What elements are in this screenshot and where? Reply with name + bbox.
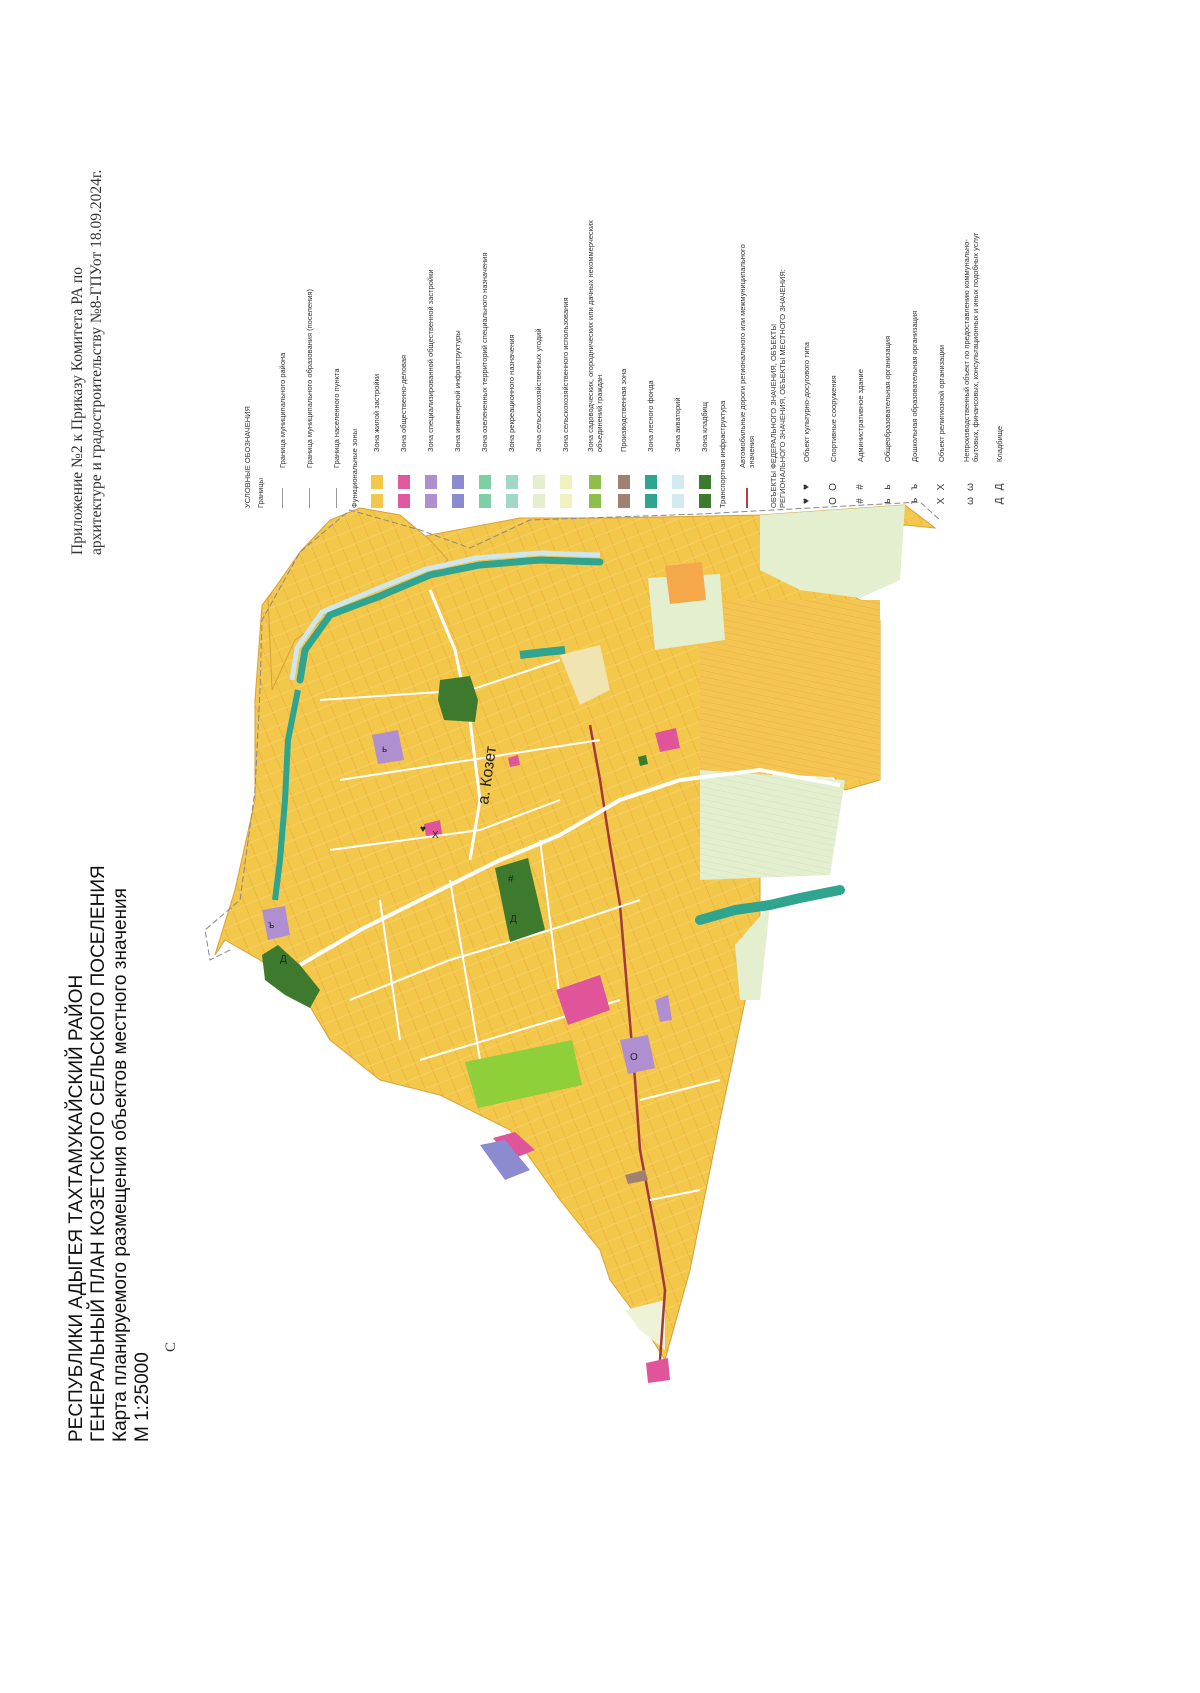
legend-zone-row [691,202,718,508]
legend-zone-label: Зона сельскохозяйственного использования [560,297,570,452]
legend-object-row [847,202,874,508]
legend-zone-label: Зона кладбищ [699,401,709,452]
religious-icon-planned: X [935,483,947,491]
poi-admin-icon: # [508,874,514,885]
legend-border-row [296,202,323,508]
legend-zone-label: Зона рекреационного назначения [506,334,516,452]
legend-object-label: Дошкольная образовательная организация [909,310,919,462]
zone-swatch-planned [371,475,383,489]
north-marker: С [163,1341,179,1352]
title-line-2: ГЕНЕРАЛЬНЫЙ ПЛАН КОЗЕТСКОГО СЕЛЬСКОГО ПОСЕЛЕНИЯ [88,865,109,1442]
forest-strip-sw [520,650,565,655]
zone-swatch-planned [425,475,437,489]
zone-swatch [618,494,630,508]
legend-object-row [986,202,1013,508]
zone-swatch [371,494,383,508]
legend-zone-row [552,202,579,508]
title-line-4: М 1:25000 [132,1352,153,1442]
legend-zone-label: Зона сельскохозяйственных угодий [533,328,543,452]
services-icon: ω [964,497,976,505]
zone-swatch-planned [479,475,491,489]
legend-zone-label: Зона садоводческих, огороднических или дачных некоммерческих объединений граждан [585,220,604,452]
legend-zone-row [498,202,525,508]
zone-swatch [645,494,657,508]
legend-zone-row [444,202,471,508]
culture-icon-planned: ♥ [800,484,812,490]
legend-object-row [901,202,928,508]
zone-swatch [672,494,684,508]
legend-border-row [269,202,296,508]
title-line-3: Карта планируемого размещения объектов местного значения [110,888,131,1442]
culture-icon: ♥ [800,498,812,504]
poi-cemetery-icon-2: Д [280,954,287,965]
legend-zone-row [417,202,444,508]
border-line-swatch [282,488,283,508]
legend-object-row [874,202,901,508]
order-line-2: архитектуре и градостроительству №8-ГПУот 18.09.2024г. [88,169,105,555]
zone-swatch [425,494,437,508]
legend-heading: УСЛОВНЫЕ ОБОЗНАЧЕНИЯ [243,406,252,508]
legend-zone-label: Зона озелененных территорий специального назначения [479,252,489,452]
legend-object-label: Объект культурно-досугового типа [801,342,811,462]
school-icon-planned: ь [881,484,893,490]
poi-religious-icon: X [432,830,439,841]
legend-zone-row [610,202,637,508]
zone-business-north [665,562,706,604]
zone-swatch-planned [618,475,630,489]
poi-school-icon: ь [382,744,388,755]
religious-icon: X [935,497,947,505]
legend-object-row [955,202,986,508]
zone-swatch-planned [506,475,518,489]
legend-zones-heading: Функциональные зоны [350,429,359,508]
settlement-label: а. Козет [475,745,501,806]
legend-zone-label: Зона специализированной общественной застройки [425,269,435,452]
legend-object-label: Общеобразовательная организация [882,335,892,462]
zone-swatch-planned [452,475,464,489]
border-line-swatch [309,488,310,508]
legend-border-label: Граница населенного пункта [331,368,341,468]
legend-object-row [820,202,847,508]
legend-border-label: Граница муниципального образования (поселения) [304,289,314,468]
legend-zone-label: Зона общественно-деловая [398,354,408,452]
zone-swatch [699,494,711,508]
legend-transport-row [731,202,762,508]
legend-zone-label: Зона жилой застройки [371,373,381,452]
zone-swatch-planned [672,475,684,489]
zone-fields-east [700,600,880,780]
legend-zone-row [471,202,498,508]
sport-icon-planned: O [827,483,839,491]
legend-object-label: Непроизводственный объект по предоставлению коммунально-бытовых, финансовых, консультационных и иных подобных услуг [961,232,980,462]
legend-zone-label: Зона инженерной инфраструктуры [452,330,462,452]
zone-swatch [589,494,601,508]
legend [243,202,1013,508]
zone-swatch-planned [533,475,545,489]
poi-kindergarten-icon: ъ [268,920,275,931]
zone-swatch-planned [645,475,657,489]
legend-object-label: Объект религиозной организации [936,344,946,462]
order-header [68,170,106,555]
legend-zone-label: Производственная зона [618,368,628,452]
cemetery-icon-planned: Д [993,483,1005,491]
legend-zone-row [579,202,610,508]
services-icon-planned: ω [964,483,976,491]
sport-icon: O [827,497,839,505]
legend-zone-label: Зона лесного фонда [645,380,655,452]
legend-zone-row [637,202,664,508]
legend-transport-label: Автомобильные дороги регионального или межмуниципального значения [737,244,756,468]
legend-zone-row [390,202,417,508]
poi-culture-icon: ♥ [420,824,426,835]
poi-sport-icon: O [630,1052,638,1063]
cemetery-icon: Д [993,497,1005,505]
poi-cemetery-icon-1: Д [510,914,517,925]
legend-objects-heading-row [762,202,793,508]
zone-swatch [533,494,545,508]
legend-object-label: Административное здание [855,369,865,462]
school-icon: ь [881,498,893,504]
legend-transport-heading: Транспортная инфраструктура [718,400,727,508]
zone-swatch-planned [560,475,572,489]
legend-object-label: Кладбище [994,425,1004,462]
legend-zone-row [363,202,390,508]
zone-agricultural-east [700,770,845,880]
zone-swatch-planned [699,475,711,489]
zone-business-4 [646,1358,670,1383]
zone-swatch [479,494,491,508]
kindergarten-icon-planned: ъ [908,483,920,491]
legend-zone-row [664,202,691,508]
zone-swatch-planned [398,475,410,489]
legend-objects-heading: ОБЪЕКТЫ ФЕДЕРАЛЬНОГО ЗНАЧЕНИЯ, ОБЪЕКТЫ РЕГИОНАЛЬНОГО ЗНАЧЕНИЯ, ОБЪЕКТЫ МЕСТНОГО ЗНАЧЕНИЯ: [768,269,787,508]
zone-swatch [398,494,410,508]
legend-border-row [323,202,350,508]
road-line-swatch [746,488,748,508]
zone-swatch [506,494,518,508]
zone-swatch [560,494,572,508]
legend-object-row [928,202,955,508]
legend-object-label: Спортивные сооружения [828,375,838,462]
admin-icon: # [854,498,866,504]
kindergarten-icon: ъ [908,497,920,505]
zone-cemetery-north [438,676,478,722]
legend-object-row [793,202,820,508]
legend-zone-label: Зона акваторий [672,397,682,452]
title-line-1: РЕСПУБЛИКИ АДЫГЕЯ ТАХТАМУКАЙСКИЙ РАЙОН [66,974,87,1442]
admin-icon-planned: # [854,484,866,490]
zone-swatch [452,494,464,508]
legend-zone-row [525,202,552,508]
legend-border-label: Граница муниципального района [277,352,287,468]
zone-swatch-planned [589,475,601,489]
legend-borders-heading: Границы [256,478,265,508]
order-line-1: Приложение №2 к Приказу Комитета РА по [69,267,86,555]
border-line-swatch [336,488,337,508]
title-block [66,865,154,1442]
